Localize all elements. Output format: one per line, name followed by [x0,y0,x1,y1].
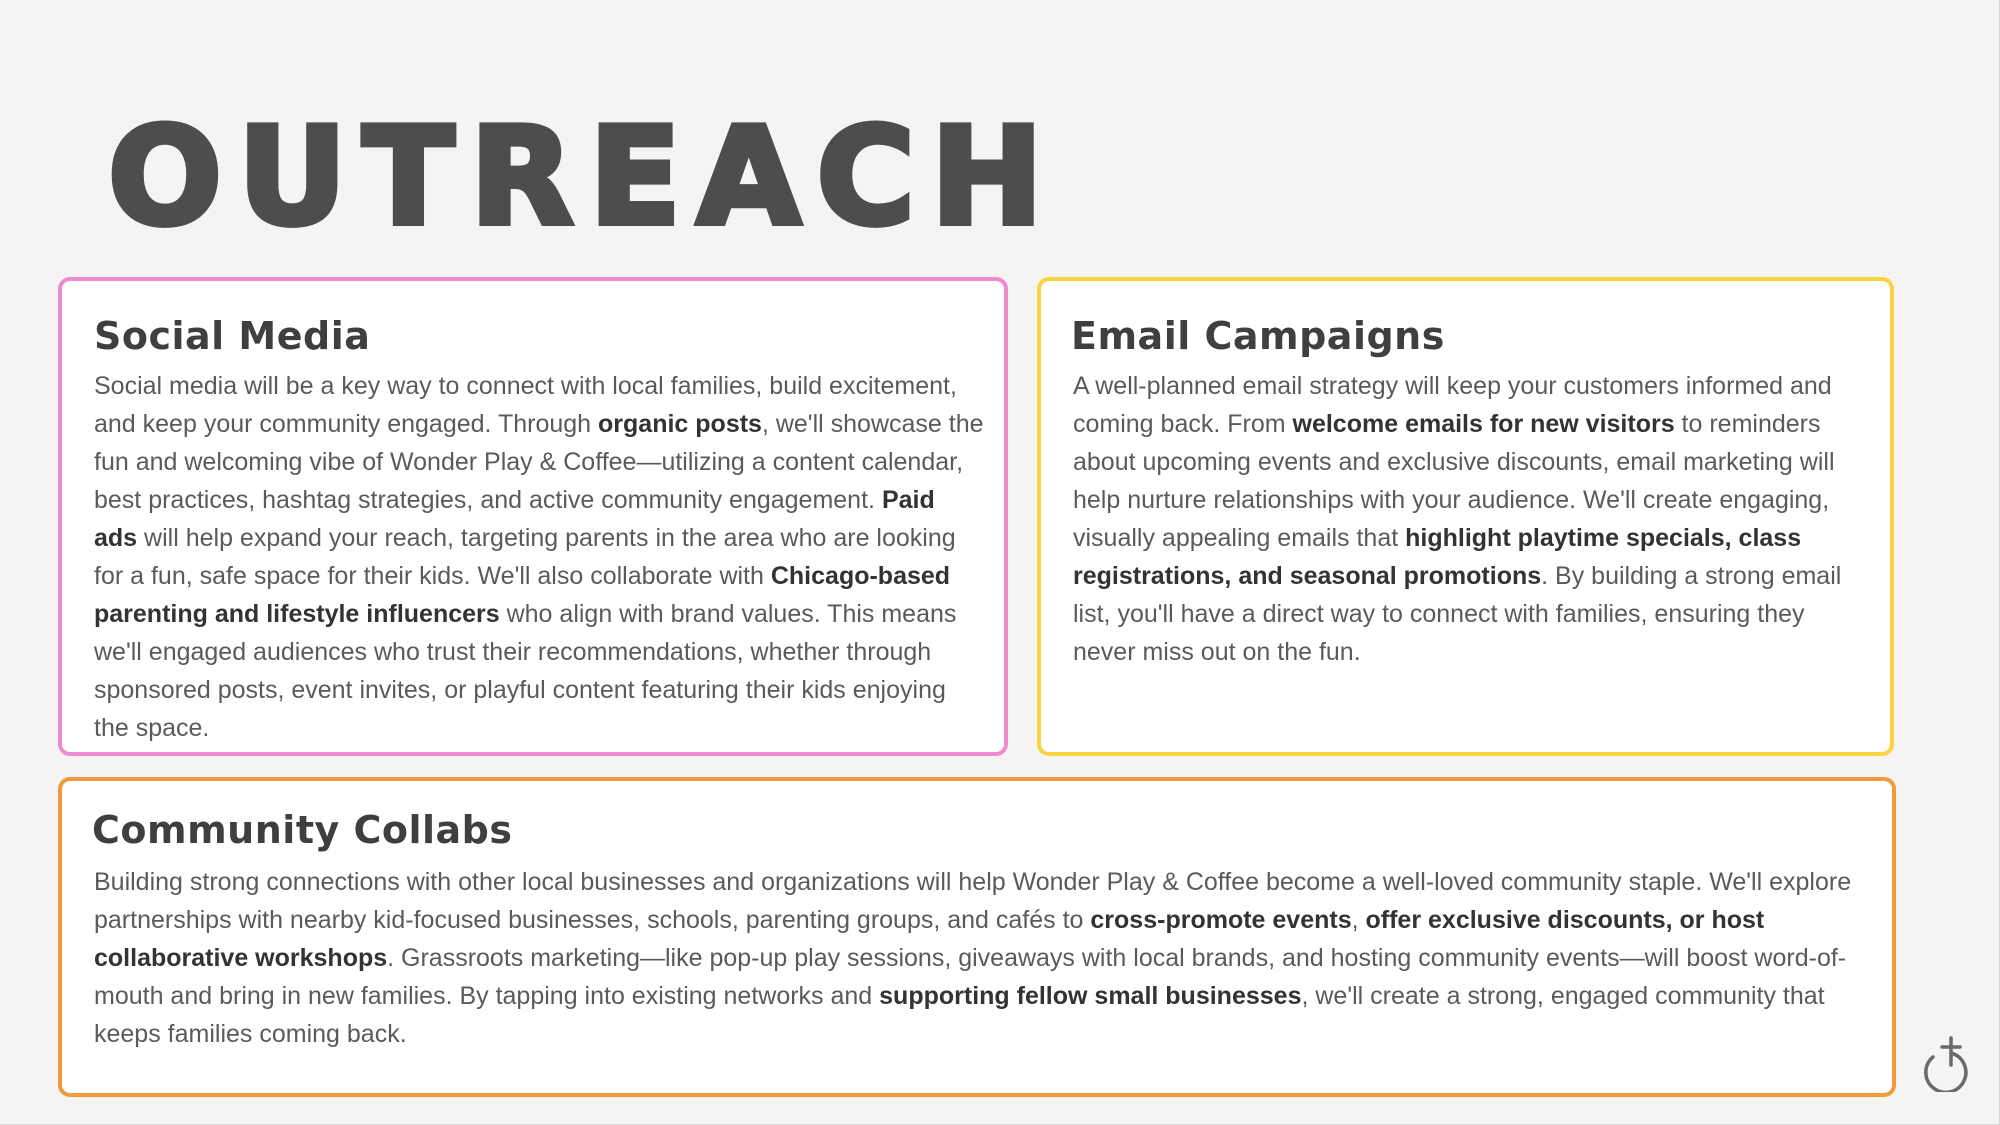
text-run-bold: cross-promote events [1090,906,1352,934]
text-run-bold: supporting fellow small businesses [879,982,1302,1010]
community-collabs-text [94,863,1874,1053]
community-collabs-heading: Community Collabs [92,808,513,852]
text-run-bold: organic posts [598,410,762,438]
text-run-bold: welcome emails for new visitors [1292,410,1675,438]
social-media-card [58,277,1008,756]
text-run: Building strong connections with other local businesses and organizations will help Wonder Play & Coffee become a well-loved community staple. We'll explore partnerships with nearby kid-focused businesses, schools, parenting groups, and cafés to [94,868,1852,934]
email-campaigns-heading: Email Campaigns [1071,314,1445,358]
refresh-icon[interactable] [1920,1032,1974,1092]
social-media-heading: Social Media [94,314,371,358]
email-campaigns-card [1037,277,1894,756]
text-run: A well-planned email strategy will keep your customers informed and coming back. From [1073,372,1832,438]
text-run: to reminders about upcoming events and exclusive discounts, email marketing will help nurture relationships with your audience. We'll create engaging, visually appealing emails that [1073,410,1835,552]
social-media-text [94,367,984,747]
text-run: , we'll showcase the fun and welcoming vibe of Wonder Play & Coffee—utilizing a content calendar, best practices, hashtag strategies, and active community engagement. [94,410,984,514]
text-run: who align with brand values. This means we'll engaged audiences who trust their recommendations, whether through sponsored posts, event invites, or playful content featuring their kids enjoying the space. [94,600,957,742]
text-run: . Grassroots marketing—like pop-up play sessions, giveaways with local brands, and hosting community events—will boost word-of-mouth and bring in new families. By tapping into existing networks and [94,944,1847,1010]
text-run: Social media will be a key way to connect with local families, build excitement, and keep your community engaged. Through [94,372,957,438]
community-collabs-card [58,777,1896,1097]
text-run-bold: Chicago-based parenting and lifestyle influencers [94,562,951,628]
text-run: , [1351,906,1366,934]
email-campaigns-text [1073,367,1873,671]
text-run: , we'll create a strong, engaged community that keeps families coming back. [94,982,1825,1048]
text-run-bold: offer exclusive discounts, or host collaborative workshops [94,906,1765,972]
text-run-bold: Paid ads [94,486,935,552]
text-run: . By building a strong email list, you'll have a direct way to connect with families, ensuring they never miss out on the fun. [1073,562,1842,666]
page-title: OUTREACH [108,99,1060,255]
text-run: will help expand your reach, targeting parents in the area who are looking for a fun, safe space for their kids. We'll also collaborate with [94,524,956,590]
text-run-bold: highlight playtime specials, class registrations, and seasonal promotions [1073,524,1802,590]
